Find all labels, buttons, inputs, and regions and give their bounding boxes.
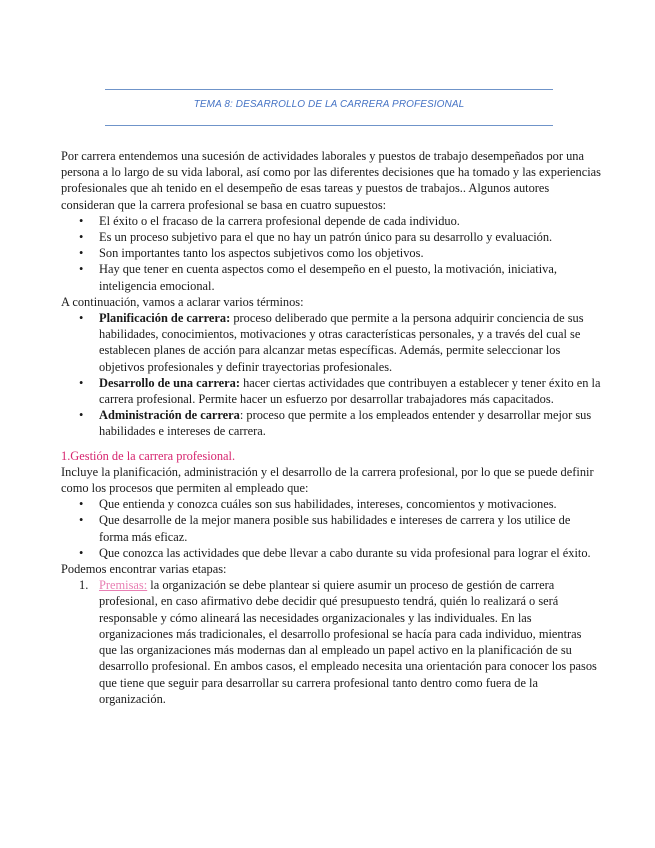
intro-paragraph: Por carrera entendemos una sucesión de actividades laborales y puestos de trabajo desempeñados por una persona a lo largo de su vida laboral, así como por las diferentes decisiones que ha tomado y las experiencias profesionales que ah tenido en el desempeño de esas tareas y puestos de trabajos.. Algunos autores consideran que la carrera profesional se basa en cuatro supuestos:: [61, 149, 601, 212]
premisas-link[interactable]: Premisas:: [99, 578, 148, 593]
stage-number: 1.: [79, 578, 89, 593]
list-item: [99, 407, 601, 439]
document-body: [61, 148, 601, 707]
header-bottom-rule: [105, 125, 553, 126]
stages-lead: Podemos encontrar varias etapas:: [61, 562, 227, 577]
term-label: Administración de carrera: [99, 408, 240, 423]
term-label: Planificación de carrera:: [99, 311, 231, 326]
terms-list: [61, 310, 601, 440]
terms-lead: A continuación, vamos a aclarar varios términos:: [61, 294, 304, 309]
processes-list: [61, 496, 601, 561]
page-title: TEMA 8: DESARROLLO DE LA CARRERA PROFESIONAL: [193, 99, 465, 110]
list-item: • Es un proceso subjetivo para el que no hay un patrón único para su desarrollo y evaluación.: [99, 229, 601, 245]
term-label: Desarrollo de una carrera:: [99, 375, 240, 390]
list-item: [79, 577, 601, 707]
list-item: • Que entienda y conozca cuáles son sus habilidades, intereses, concomientos y motivaciones.: [99, 496, 601, 512]
term-definition: : proceso que permite a los empleados entender y desarrollar mejor sus habilidades e intereses de carrera.: [99, 408, 592, 439]
list-item: • Hay que tener en cuenta aspectos como el desempeño en el puesto, la motivación, iniciativa, inteligencia emocional.: [99, 261, 601, 293]
term-definition: hacer ciertas actividades que contribuyen a establecer y tener éxito en la carrera profesional. Permite hacer un esfuerzo por desarrollar trabajadores más capacitados.: [99, 375, 601, 407]
list-item: • Que conozca las actividades que debe llevar a cabo durante su vida profesional para lograr el éxito.: [99, 545, 601, 561]
term-definition: proceso deliberado que permite a la persona adquirir conciencia de sus habilidades, conocimientos, motivaciones y otras características personales, y a través del cual se establecen planes de acción para alcanzar metas específicas. Además, permite seleccionar los objetivos profesionales y definir trayectorias profesionales.: [99, 311, 584, 374]
list-item: • El éxito o el fracaso de la carrera profesional depende de cada individuo.: [99, 213, 601, 229]
list-item: • Que desarrolle de la mejor manera posible sus habilidades e intereses de carrera y los utilice de forma más eficaz.: [99, 512, 601, 544]
assumptions-list: [61, 213, 601, 294]
section-heading: 1.Gestión de la carrera profesional.: [61, 448, 236, 463]
stages-list: [61, 577, 601, 707]
list-item: [99, 375, 601, 407]
stage-text: la organización se debe plantear si quiere asumir un proceso de gestión de carrera profesional, en caso afirmativo debe decidir qué presupuesto tendrá, quién lo realizará o será responsable y cómo alineará las necesidades organizacionales y las individuales. En las organizaciones más tradicionales, el desarrollo profesional se hacía para cada individuo, mientras que las organizaciones más modernas dan al empleado un papel activo en la planificación de su desarrollo profesional. En ambos casos, el empleado necesita una orientación para conocer los pasos que tiene que seguir para desarrollar su carrera profesional tanto dentro como fuera de la organización.: [99, 578, 597, 706]
list-item: • Son importantes tanto los aspectos subjetivos como los objetivos.: [99, 245, 601, 261]
section-paragraph: Incluye la planificación, administración y el desarrollo de la carrera profesional, por lo que se puede definir como los procesos que permiten al empleado que:: [61, 464, 594, 496]
header-top-rule: [105, 89, 553, 90]
list-item: [99, 310, 601, 375]
